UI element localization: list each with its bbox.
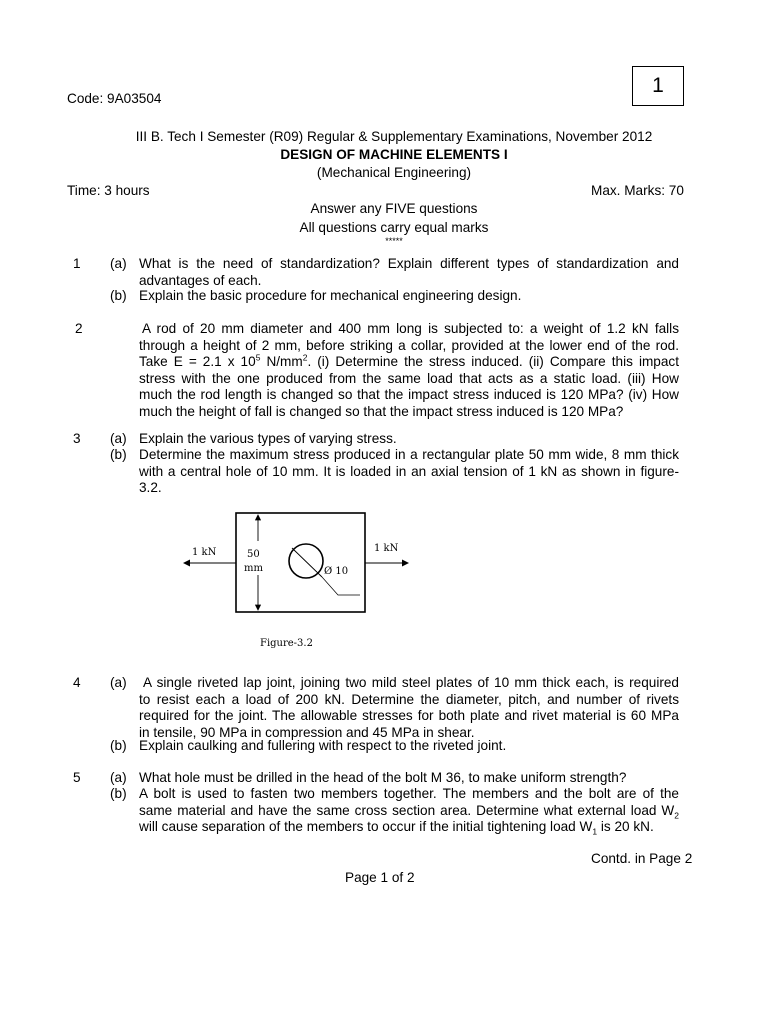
- instruction-answer-five: Answer any FIVE questions: [310, 201, 478, 216]
- text-line: What is the need of standardization? Explain different types of standardization and: [139, 256, 679, 271]
- text-span: Take E = 2.1 x 10: [139, 354, 256, 369]
- text-span: is 20 kN.: [597, 819, 654, 834]
- text-line: [139, 354, 679, 371]
- exam-title: III B. Tech I Semester (R09) Regular & Supplementary Examinations, November 2012: [135, 129, 653, 144]
- text-line: A bolt is used to fasten two members together. The members and the bolt are of the: [139, 786, 679, 801]
- continued-note: Contd. in Page 2: [591, 851, 693, 866]
- text-line: A single riveted lap joint, joining two mild steel plates of 10 mm thick each, is required: [143, 675, 679, 690]
- left-load-label: 1 kN: [192, 547, 217, 558]
- text-line: required for the joint. The allowable stresses for both plate and rivet material is 60 MPa: [139, 708, 679, 723]
- text-line: Determine the maximum stress produced in a rectangular plate 50 mm wide, 8 mm thick: [139, 447, 679, 462]
- question-number: 1: [73, 256, 81, 271]
- part-label: (b): [110, 786, 127, 801]
- text-line: [139, 803, 679, 820]
- text-line: to resist each a load of 200 kN. Determine the diameter, pitch, and number of rivets: [139, 691, 679, 707]
- page-footer: Page 1 of 2: [345, 870, 415, 885]
- part-label: (b): [110, 288, 127, 303]
- text-line: advantages of each.: [139, 272, 262, 288]
- width-unit-label: mm: [244, 563, 263, 574]
- instruction-equal-marks: All questions carry equal marks: [299, 220, 489, 235]
- question-text: [139, 675, 679, 741]
- text-line: through a height of 2 mm, before striking a collar, provided at the lower end of the rod.: [139, 337, 679, 353]
- text-line: in tensile, 90 MPa in compression and 45 MPa in shear.: [139, 724, 475, 740]
- plate-diagram: [180, 505, 430, 655]
- question-number: 3: [73, 431, 81, 446]
- question-text: [139, 321, 679, 420]
- paper-code: Code: 9A03504: [67, 91, 162, 106]
- hole-diameter-line: [292, 548, 322, 577]
- branch-name: (Mechanical Engineering): [316, 165, 472, 180]
- question-text: [139, 786, 679, 836]
- figure-3-2: [180, 505, 430, 655]
- text-span: N/mm: [260, 354, 303, 369]
- subscript: 2: [674, 810, 679, 821]
- text-line: 3.2.: [139, 480, 162, 495]
- exam-time: Time: 3 hours: [67, 183, 150, 198]
- superscript: 2: [302, 352, 308, 363]
- width-value-label: 50: [247, 549, 260, 560]
- question-text: Explain caulking and fullering with respect to the riveted joint.: [139, 738, 507, 753]
- part-label: (a): [110, 256, 127, 271]
- text-span: will cause separation of the members to occur if the initial tightening load W: [139, 819, 593, 834]
- question-text: Explain the basic procedure for mechanical engineering design.: [139, 288, 522, 303]
- page-number-box: 1: [632, 66, 684, 106]
- question-number: 5: [73, 770, 81, 785]
- part-label: (b): [110, 738, 127, 753]
- separator-stars: *****: [385, 236, 403, 246]
- question-number: 4: [73, 675, 81, 690]
- superscript: 5: [255, 352, 261, 363]
- part-label: (b): [110, 447, 127, 462]
- text-line: [139, 819, 679, 836]
- subject-title: DESIGN OF MACHINE ELEMENTS I: [280, 147, 508, 162]
- text-span: same material and have the same cross section area. Determine what external load W: [139, 802, 675, 818]
- text-line: A rod of 20 mm diameter and 400 mm long is subjected to: a weight of 1.2 kN falls: [142, 321, 679, 336]
- hole-leader-line: [322, 577, 360, 595]
- subscript: 1: [592, 826, 598, 837]
- question-text: [139, 447, 679, 497]
- part-label: (a): [110, 675, 127, 690]
- max-marks: Max. Marks: 70: [591, 183, 684, 198]
- text-line: much the rod length is changed so that the impact stress induced is 120 MPa? (iv) How: [139, 387, 679, 402]
- question-text: Explain the various types of varying stress.: [139, 431, 397, 446]
- question-text: [139, 256, 679, 289]
- figure-caption: Figure-3.2: [260, 638, 313, 649]
- part-label: (a): [110, 770, 127, 785]
- question-number: 2: [75, 321, 83, 336]
- right-load-label: 1 kN: [374, 543, 399, 554]
- text-line: stress with the one produced from the same load that acts as a static load. (iii) How: [139, 370, 679, 386]
- question-text: What hole must be drilled in the head of the bolt M 36, to make uniform strength?: [139, 770, 627, 785]
- text-line: much the height of fall is changed so that the impact stress induced is 120 MPa?: [139, 403, 624, 419]
- hole-diameter-label: Ø 10: [324, 566, 349, 577]
- part-label: (a): [110, 431, 127, 446]
- text-line: with a central hole of 10 mm. It is loaded in an axial tension of 1 kN as shown in figure-: [139, 463, 679, 479]
- text-span: . (i) Determine the stress induced. (ii) Compare this impact: [307, 354, 679, 369]
